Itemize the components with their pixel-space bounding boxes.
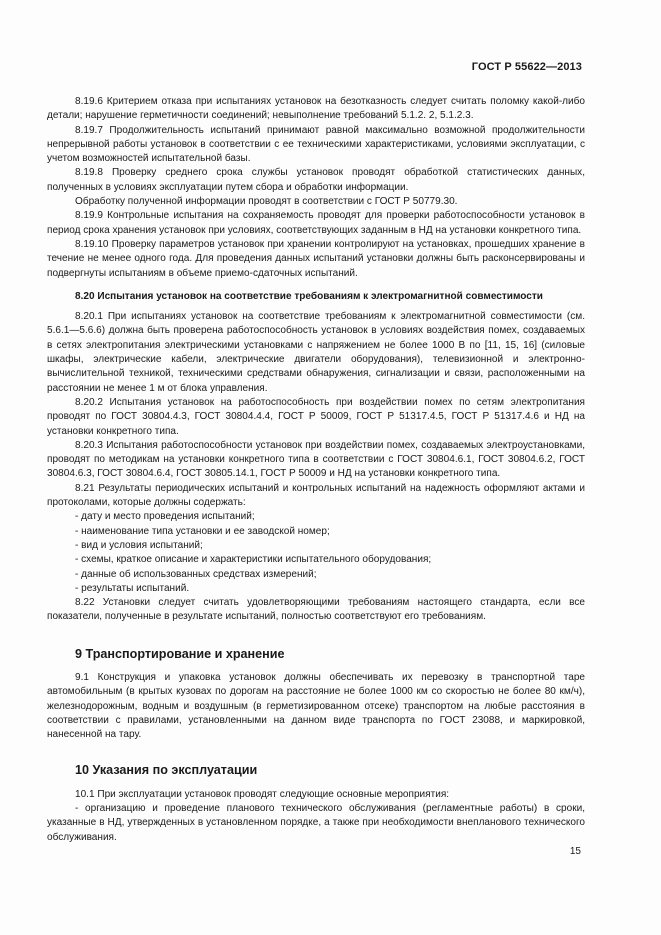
section-heading-10: 10 Указания по эксплуатации — [75, 763, 258, 778]
section-heading-9: 9 Транспортирование и хранение — [75, 646, 285, 661]
paragraph-8-20-3: 8.20.3 Испытания работоспособности установок при воздействии помех, создаваемых электроустановками, проводят по методикам на установки конкретного типа в соответствии с ГОСТ 30804.6.1, ГОСТ 30804.6.2, ГОСТ 30804.6.3, ГОСТ 30804.6.4, ГОСТ 30805.14.1, ГОСТ Р 50009 и НД на установки конкретного типа. — [47, 439, 585, 480]
list-item: - результаты испытаний. — [75, 582, 190, 594]
paragraph-8-19-8-processing: Обработку полученной информации проводят в соответствии с ГОСТ Р 50779.30. — [75, 196, 458, 208]
paragraph-9-1: 9.1 Конструкция и упаковка установок должны обеспечивать их перевозку в транспортной таре автомобильным (в крытых кузовах по дорогам на расстояние не более 1000 км со скоростью не более 80 км/ч), железнодорожным, водным и воздушным (в герметизированном отсеке) транспортом на любые расстояния в соответствии с правилами, установленными на данном виде транспорта по ГОСТ 23088, и маркировкой, нанесенной на тару. — [47, 671, 585, 741]
paragraph-8-19-7: 8.19.7 Продолжительность испытаний принимают равной максимально возможной продолжительности непрерывной работы установок в соответствии с ее техническими характеристиками, условиями эксплуатации, с учетом возможностей испытательной базы. — [47, 124, 585, 165]
list-item: - данные об использованных средствах измерений; — [75, 568, 317, 580]
document-header: ГОСТ Р 55622—2013 — [471, 61, 582, 73]
paragraph-8-19-8: 8.19.8 Проверку среднего срока службы установок проводят обработкой статистических данных, полученных в условиях эксплуатации путем сбора и обработки информации. — [47, 167, 585, 193]
paragraph-8-20-2: 8.20.2 Испытания установок на работоспособность при воздействии помех по сетям электропитания проводят по ГОСТ 30804.4.3, ГОСТ 30804.4.4, ГОСТ Р 50009, ГОСТ Р 51317.4.5, ГОСТ Р 51317.4.6 и НД на установки конкретного типа. — [47, 396, 585, 437]
list-item: - дату и место проведения испытаний; — [75, 511, 255, 523]
subsection-heading-8-20: 8.20 Испытания установок на соответствие требованиям к электромагнитной совместимости — [75, 290, 543, 302]
paragraph-8-20-1: 8.20.1 При испытаниях установок на соответствие требованиям к электромагнитной совместимости (см. 5.6.1—5.6.6) должна быть проверена работоспособность установок в условиях воздействия помех, создаваемых в сетях электропитания электрическими установками с напряжением не более 1000 В по [11, 15, 16] (силовые шкафы, электрические кабели, электрические двигатели оборудования), телевизионной и электронно-вычислительной техникой, техническими средствами обнаружения, сигнализации и связи, расположенными на расстоянии не менее 1 м от блока управления. — [47, 311, 585, 394]
paragraph-8-19-10: 8.19.10 Проверку параметров установок при хранении контролируют на установках, прошедших хранение в течение не менее одного года. Для проведения данных испытаний установки должны быть расконсервированы и подвергнуты испытаниям в объеме приемо-сдаточных испытаний. — [47, 238, 585, 279]
paragraph-10-1: 10.1 При эксплуатации установок проводят следующие основные мероприятия: — [75, 788, 450, 800]
document-body — [47, 95, 585, 845]
list-item: - наименование типа установки и ее заводской номер; — [75, 525, 330, 537]
paragraph-8-21: 8.21 Результаты периодических испытаний и контрольных испытаний на надежность оформляют актами и протоколами, которые должны содержать: — [47, 482, 585, 509]
paragraph-8-19-9: 8.19.9 Контрольные испытания на сохраняемость проводят для проверки работоспособности установок в период срока хранения установок при условиях, соответствующих заданным в НД на установки конкретного типа. — [47, 210, 585, 236]
paragraph-8-19-6: 8.19.6 Критерием отказа при испытаниях установок на безотказность следует считать поломку какой-либо детали; нарушение герметичности соединений; невыполнение требований 5.1.2. 2, 5.1.2.3. — [47, 96, 585, 122]
page-number: 15 — [569, 846, 581, 857]
report-contents-list — [47, 510, 585, 596]
paragraph-10-1-item: - организацию и проведение планового технического обслуживания (регламентные работы) в сроки, указанные в НД, утвержденных в установленном порядке, а также при необходимости внепланового технического обслуживания. — [47, 803, 585, 843]
list-item: - вид и условия испытаний; — [75, 539, 203, 551]
list-item: - схемы, краткое описание и характеристики испытательного оборудования; — [75, 554, 432, 566]
paragraph-8-22: 8.22 Установки следует считать удовлетворяющими требованиям настоящего стандарта, если все показатели, полученные в результате испытаний, полностью соответствуют его требованиям. — [47, 597, 585, 623]
